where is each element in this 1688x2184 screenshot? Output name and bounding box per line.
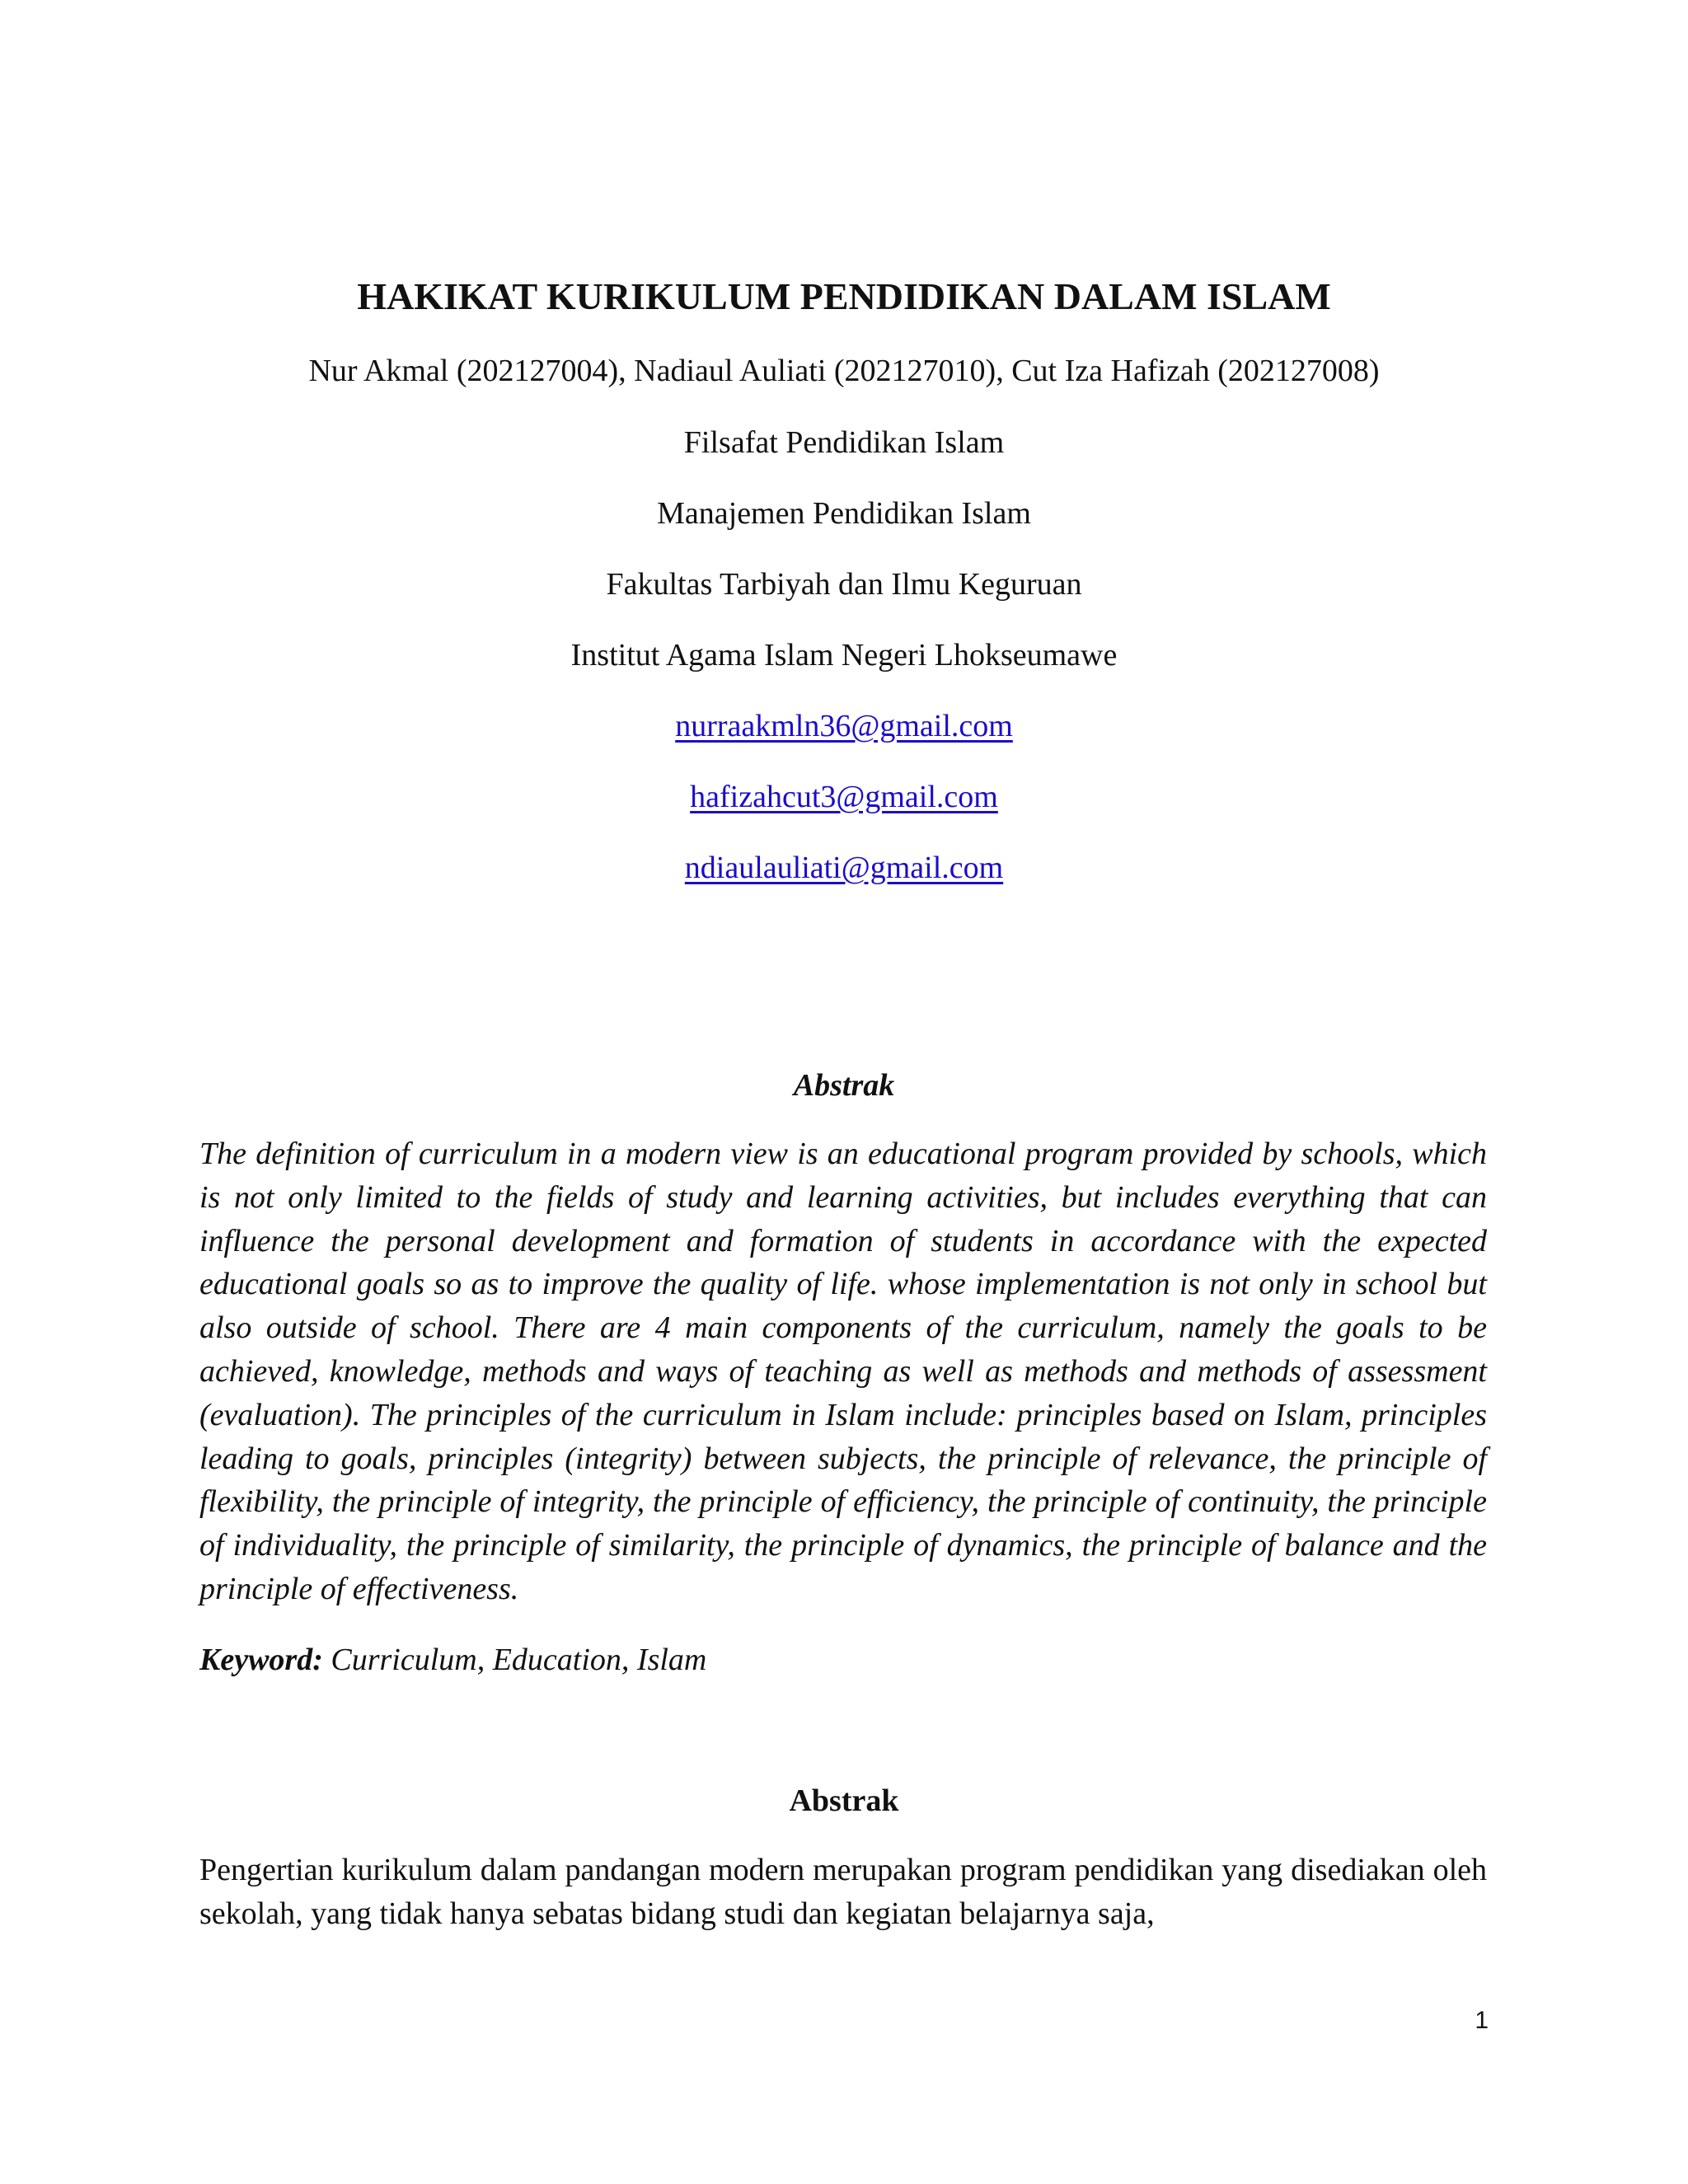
email-link-akmal[interactable]: nurraakmln36@gmail.com: [675, 709, 1013, 743]
abstract-en-text: The definition of curriculum in a modern view is an educational program provided by schools, which is not only limited to the fields of study and learning activities, but includes everything that can influence the personal development and formation of students in accordance with the expected educational goals so as to improve the quality of life. whose implementation is not only in school but also outside of school. There are 4 main components of the curriculum, namely the goals to be achieved, knowledge, methods and ways of teaching as well as methods and methods of assessment (evaluation). The principles of the curriculum in Islam include: principles based on Islam, principles leading to goals, principles (integrity) between subjects, the principle of relevance, the principle of flexibility, the principle of integrity, the principle of efficiency, the principle of continuity, the principle of individuality, the principle of similarity, the principle of dynamics, the principle of balance and the principle of effectiveness.: [199, 1137, 1487, 1606]
keyword-line: [199, 1638, 1487, 1681]
abstract-id-heading: Abstrak: [789, 1783, 899, 1818]
page-number: 1: [1475, 2007, 1489, 2034]
email-line-1: [0, 705, 1688, 747]
affiliation-institute: Institut Agama Islam Negeri Lhokseumawe: [570, 638, 1118, 673]
affiliation-program: Manajemen Pendidikan Islam: [657, 496, 1031, 531]
paper-title: HAKIKAT KURIKULUM PENDIDIKAN DALAM ISLAM: [357, 275, 1331, 317]
keyword-value: Curriculum, Education, Islam: [322, 1643, 707, 1677]
abstract-en-heading: Abstrak: [793, 1068, 895, 1103]
email-link-hafizah[interactable]: hafizahcut3@gmail.com: [690, 780, 998, 814]
email-link-auliati[interactable]: ndiaulauliati@gmail.com: [684, 851, 1004, 885]
email-line-3: [0, 847, 1688, 888]
author-list: Nur Akmal (202127004), Nadiaul Auliati (202127010), Cut Iza Hafizah (202127008): [308, 354, 1380, 388]
keyword-label: Keyword:: [199, 1643, 323, 1677]
affiliation-faculty: Fakultas Tarbiyah dan Ilmu Keguruan: [606, 567, 1082, 602]
affiliation-course: Filsafat Pendidikan Islam: [683, 425, 1005, 460]
abstract-id-text: Pengertian kurikulum dalam pandangan modern merupakan program pendidikan yang disediakan oleh sekolah, yang tidak hanya sebatas bidang studi dan kegiatan belajarnya saja,: [199, 1853, 1487, 1931]
email-line-2: [0, 776, 1688, 818]
